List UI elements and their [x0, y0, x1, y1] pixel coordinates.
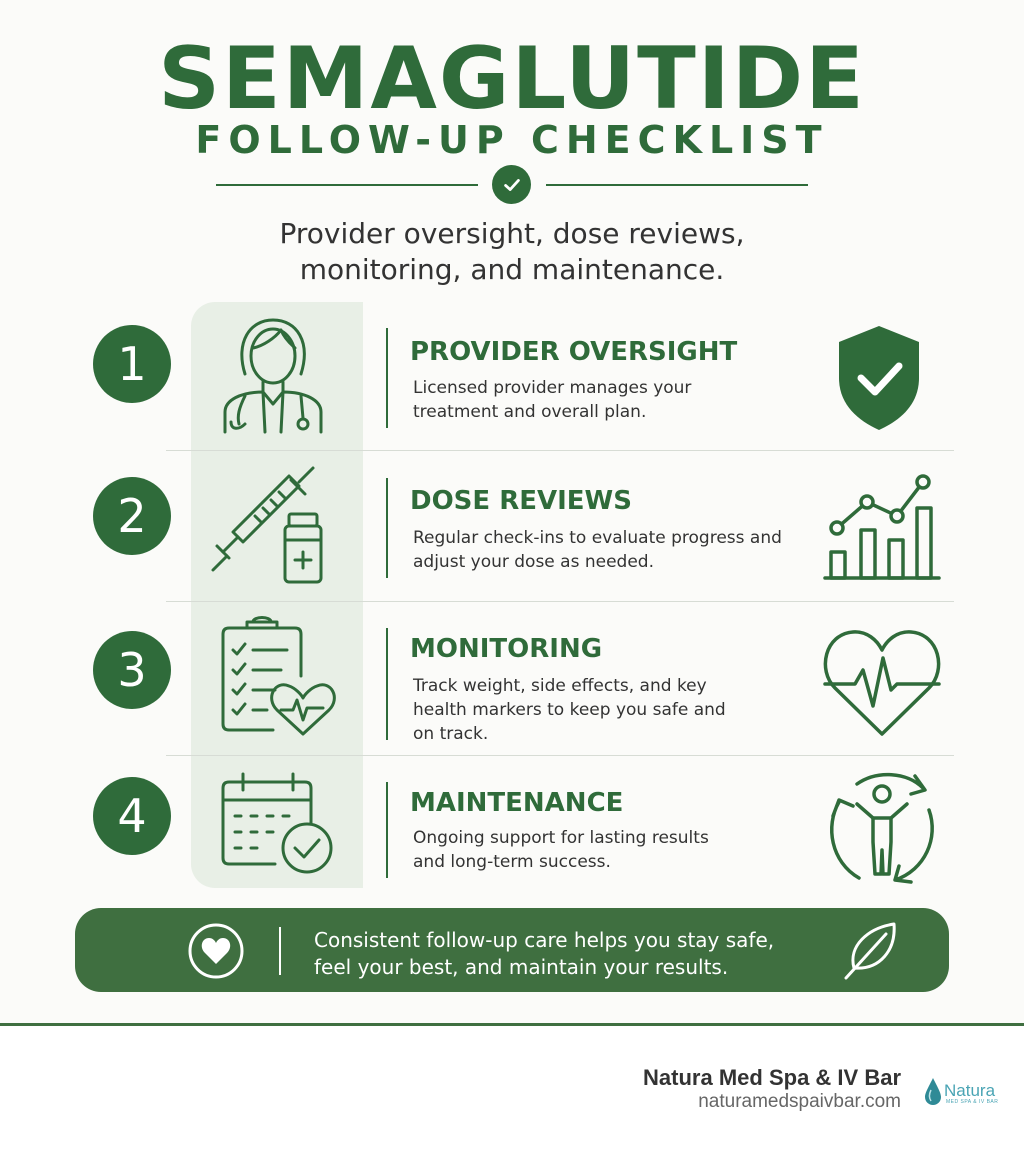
page-subtitle: FOLLOW-UP CHECKLIST	[195, 118, 829, 162]
tagline	[0, 216, 1024, 288]
row-separator	[166, 450, 954, 451]
step-number-4: 4	[93, 777, 171, 855]
step-number-3: 3	[93, 631, 171, 709]
provider-icon	[205, 312, 345, 442]
logo-wordmark: Natura	[944, 1081, 996, 1100]
tagline-line-2: monitoring, and maintenance.	[299, 253, 725, 286]
step-title-3: MONITORING	[410, 634, 603, 664]
growth-chart-icon	[815, 468, 950, 588]
divider-right	[546, 184, 808, 186]
tagline-line-1: Provider oversight, dose reviews,	[279, 217, 745, 250]
step-desc-3: Track weight, side effects, and key health markers to keep you safe and on track.	[413, 676, 726, 744]
heartbeat-icon	[815, 622, 950, 742]
divider-left	[216, 184, 478, 186]
step-desc-2: Regular check-ins to evaluate progress and adjust your dose as needed.	[413, 528, 782, 572]
check-badge-icon	[492, 165, 531, 204]
banner-text	[314, 927, 814, 981]
shield-check-icon	[815, 320, 950, 440]
row-separator	[166, 755, 954, 756]
banner-line-1: Consistent follow-up care helps you stay safe,	[314, 928, 775, 952]
banner-line-2: feel your best, and maintain your results.	[314, 955, 729, 979]
heart-circle-icon	[187, 922, 245, 980]
step-title-1: PROVIDER OVERSIGHT	[410, 337, 738, 367]
step-divider	[386, 478, 388, 578]
step-number-2: 2	[93, 477, 171, 555]
person-cycle-icon	[815, 766, 950, 886]
logo-drop-icon	[922, 1076, 944, 1108]
banner-divider	[279, 927, 281, 975]
step-number-1: 1	[93, 325, 171, 403]
clipboard-heart-icon	[205, 612, 345, 742]
step-divider	[386, 628, 388, 740]
calendar-check-icon	[205, 766, 345, 896]
row-separator	[166, 601, 954, 602]
step-title-2: DOSE REVIEWS	[410, 486, 632, 516]
logo-subtext: MED SPA & IV BAR	[946, 1099, 999, 1105]
step-title-4: MAINTENANCE	[410, 788, 624, 818]
step-desc-1: Licensed provider manages your treatment and overall plan.	[413, 378, 692, 422]
step-desc-4: Ongoing support for lasting results and long-term success.	[413, 828, 709, 872]
syringe-vial-icon	[205, 460, 345, 590]
step-divider	[386, 328, 388, 428]
page-title: SEMAGLUTIDE	[158, 29, 866, 129]
leaf-icon	[840, 918, 900, 982]
step-divider	[386, 782, 388, 878]
brand-url[interactable]: naturamedspaivbar.com	[698, 1091, 901, 1112]
brand-name: Natura Med Spa & IV Bar	[643, 1065, 901, 1090]
